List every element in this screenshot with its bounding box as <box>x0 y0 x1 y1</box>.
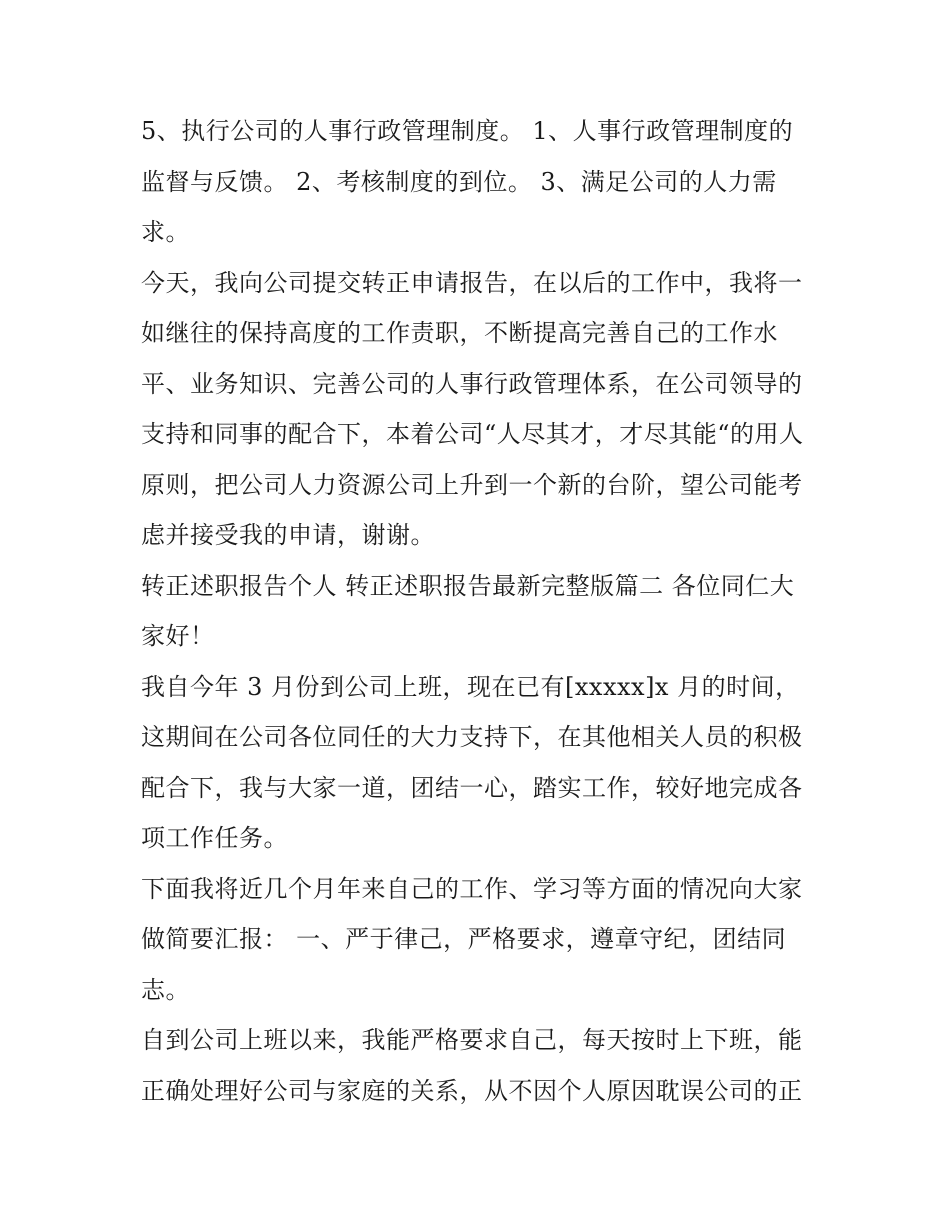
paragraph-section-heading: 转正述职报告个人 转正述职报告最新完整版篇二 各位同仁大家好！ <box>141 571 795 650</box>
paragraph-introduction: 我自今年 3 月份到公司上班，现在已有[xxxxx]x 月的时间，这期间在公司各位同任的大力支持下，在其他相关人员的积极配合下，我与大家一道，团结一心，踏实工作，较好地完成各项工作任务。 <box>141 672 803 852</box>
paragraph-application: 今天，我向公司提交转正申请报告，在以后的工作中，我将一如继往的保持高度的工作责职，不断提高完善自己的工作水平、业务知识、完善公司的人事行政管理体系，在公司领导的支持和同事的配合下，本着公司“人尽其才，才尽其能“的用人原则，把公司人力资源公司上升到一个新的台阶，望公司能考虑并接受我的申请，谢谢。 <box>141 268 804 549</box>
paragraph-report-outline: 下面我将近几个月年来自己的工作、学习等方面的情况向大家做简要汇报： 一、严于律己，严格要求，遵章守纪，团结同志。 <box>141 874 803 1004</box>
document-body <box>141 106 813 1116</box>
paragraph-discipline: 自到公司上班以来，我能严格要求自己，每天按时上下班，能正确处理好公司与家庭的关系，从不因个人原因耽误公司的正 <box>141 1026 803 1105</box>
paragraph-duties: 5、执行公司的人事行政管理制度。 1、人事行政管理制度的监督与反馈。 2、考核制度的到位。 3、满足公司的人力需求。 <box>141 117 794 246</box>
